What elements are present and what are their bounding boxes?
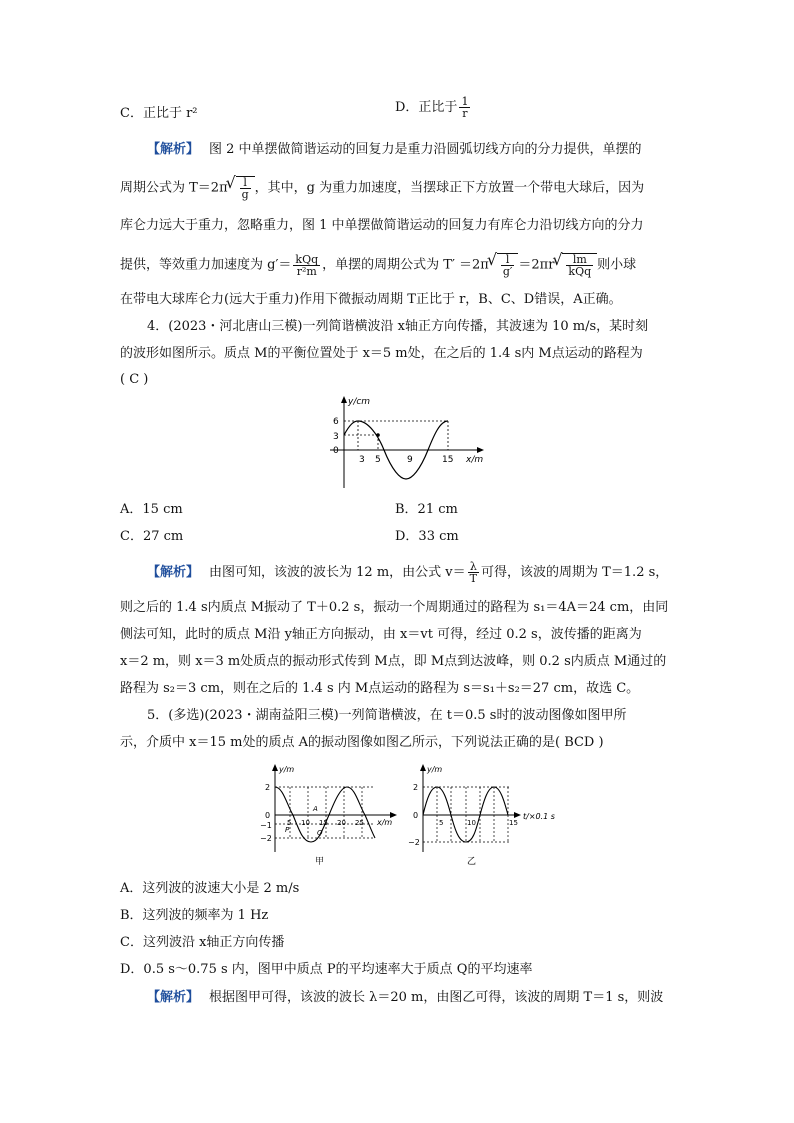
y-tick: 0 [265, 811, 271, 820]
q4-line-2: 的波形如图所示。质点 M的平衡位置处于 x＝5 m处，在之后的 1.4 s内 M点运动的路程为 [120, 346, 643, 361]
sqrt: √ $\frac{l}{g}$ [236, 176, 255, 200]
x-tick: 3 [359, 455, 365, 465]
y-tick: −1 [260, 821, 272, 830]
x-tick: 15 [442, 455, 454, 465]
x-tick: 9 [407, 455, 413, 465]
q5-option-c: C．这列波沿 x轴正方向传播 [120, 935, 285, 950]
point-a-label: A [313, 805, 318, 813]
x-tick: 25 [355, 819, 364, 827]
q4-option-c: C．27 cm [120, 529, 184, 544]
y-tick: −2 [408, 838, 420, 847]
q5-option-d: D．0.5 s～0.75 s 内，图甲中质点 P的平均速率大于质点 Q的平均速率 [120, 962, 533, 977]
figure-caption: 乙 [467, 857, 477, 867]
point-p-label: P [285, 826, 290, 834]
option-c: C．正比于 r² [120, 106, 198, 121]
x-tick: 10 [301, 819, 310, 827]
q4-line-1: 4．(2023・河北唐山三模)一列简谐横波沿 x轴正方向传播，其波速为 10 m/s，某时刻 [147, 319, 649, 334]
q5-option-b: B．这列波的频率为 1 Hz [120, 908, 269, 923]
analysis-3-line-3: 库仑力远大于重力，忽略重力，图 1 中单摆做简谐运动的回复力有库仑力沿切线方向的分力 [120, 218, 644, 233]
figure-5-yi-vibration-graph [405, 760, 580, 870]
analysis-4-line-1: 【解析】 由图可知，该波的波长为 12 m，由公式 v＝ $\frac{\lambda}{T}$ 可得，该波的周期为 T＝1.2 s， [147, 560, 669, 585]
x-tick: 15 [509, 819, 518, 827]
sqrt: √ $\frac{lm}{\text{kQq}}$ [562, 253, 597, 277]
analysis-5-line-1: 【解析】 根据图甲可得，该波的波长 λ＝20 m，由图乙可得，该波的周期 T＝1 s，则波 [147, 990, 664, 1005]
sqrt: √ $\frac{l}{g'}$ [497, 253, 519, 277]
y-tick: −2 [260, 834, 272, 843]
y-tick: 0 [413, 811, 419, 820]
analysis-3-line-2: 周期公式为 T＝2π √ $\frac{l}{g}$ ，其中，g 为重力加速度，当摆球正下方放置一个带电大球后，因为 [120, 176, 644, 200]
y-tick: 2 [265, 783, 271, 792]
q5-line-1: 5．(多选)(2023・湖南益阳三模)一列简谐横波，在 t＝0.5 s时的波动图像如图甲所 [147, 708, 627, 723]
x-axis-label: x/m [466, 455, 484, 465]
q4-option-d: D．33 cm [395, 529, 459, 544]
y-tick: 2 [413, 783, 419, 792]
analysis-4-line-5: 路程为 s₂＝3 cm，则在之后的 1.4 s 内 M点运动的路程为 s＝s₁＋s₂＝27 cm，故选 C。 [120, 681, 640, 696]
figure-caption: 甲 [315, 857, 325, 867]
q4-option-b: B．21 cm [395, 502, 458, 517]
analysis-3-line-4: 提供，等效重力加速度为 g′＝ $\frac{\text{kQq}}{\text{r²m}}$ ，单摆的周期公式为 T′ ＝2π √ $\frac{l}{g'}$ ＝2πr √ $\frac{lm}{\text{kQq}}$ 则小球 [120, 253, 636, 277]
analysis-tag: 【解析】 [147, 990, 200, 1005]
analysis-3-line-1: 【解析】 图 2 中单摆做简谐运动的回复力是重力沿圆弧切线方向的分力提供，单摆的 [147, 142, 642, 157]
y-tick: 0 [333, 446, 339, 456]
q5-line-2: 示，介质中 x＝15 m处的质点 A的振动图像如图乙所示，下列说法正确的是( BCD ) [120, 735, 604, 750]
option-d: D．正比于 $\frac{1}{r}$ [395, 95, 469, 120]
analysis-3-line-5: 在带电大球库仑力(远大于重力)作用下微振动周期 T正比于 r，B、C、D错误，A正确。 [120, 292, 622, 307]
q4-option-a: A．15 cm [120, 502, 183, 517]
point-q-label: Q [317, 829, 323, 837]
fraction: $\frac{\text{kQq}}{\text{r²m}}$ [295, 252, 319, 278]
analysis-4-line-3: 侧法可知，此时的质点 M沿 y轴正方向振动，由 x＝vt 可得，经过 0.2 s，波传播的距离为 [120, 627, 642, 642]
analysis-4-line-2: 则之后的 1.4 s内质点 M振动了 T＋0.2 s，振动一个周期通过的路程为 s₁＝4A＝24 cm，由同 [120, 600, 669, 615]
x-tick: 10 [467, 819, 476, 827]
figure-5-jia-wave-graph [255, 760, 400, 870]
analysis-tag: 【解析】 [147, 565, 200, 580]
x-tick: 5 [287, 819, 292, 827]
y-tick: 6 [333, 417, 339, 427]
x-axis-label: t/×0.1 s [523, 812, 555, 821]
q5-option-a: A．这列波的波速大小是 2 m/s [120, 881, 300, 896]
fraction: $\frac{1}{r}$ [461, 95, 469, 120]
y-tick: 3 [333, 432, 339, 442]
figure-4-wave-graph [320, 392, 490, 492]
y-axis-label: y/cm [348, 397, 371, 407]
q4-line-3: ( C ) [120, 372, 149, 387]
x-tick: 15 [319, 819, 328, 827]
x-tick: 5 [439, 819, 444, 827]
y-axis-label: y/m [427, 765, 443, 774]
fraction: $\frac{\lambda}{T}$ [469, 560, 477, 585]
x-tick: 5 [375, 455, 381, 465]
x-axis-label: x/m [377, 818, 393, 827]
analysis-4-line-4: x＝2 m，则 x＝3 m处质点的振动形式传到 M点，即 M点到达波峰，则 0.2 s内质点 M通过的 [120, 654, 667, 669]
y-axis-label: y/m [279, 765, 295, 774]
analysis-tag: 【解析】 [147, 142, 200, 157]
x-tick: 20 [337, 819, 346, 827]
